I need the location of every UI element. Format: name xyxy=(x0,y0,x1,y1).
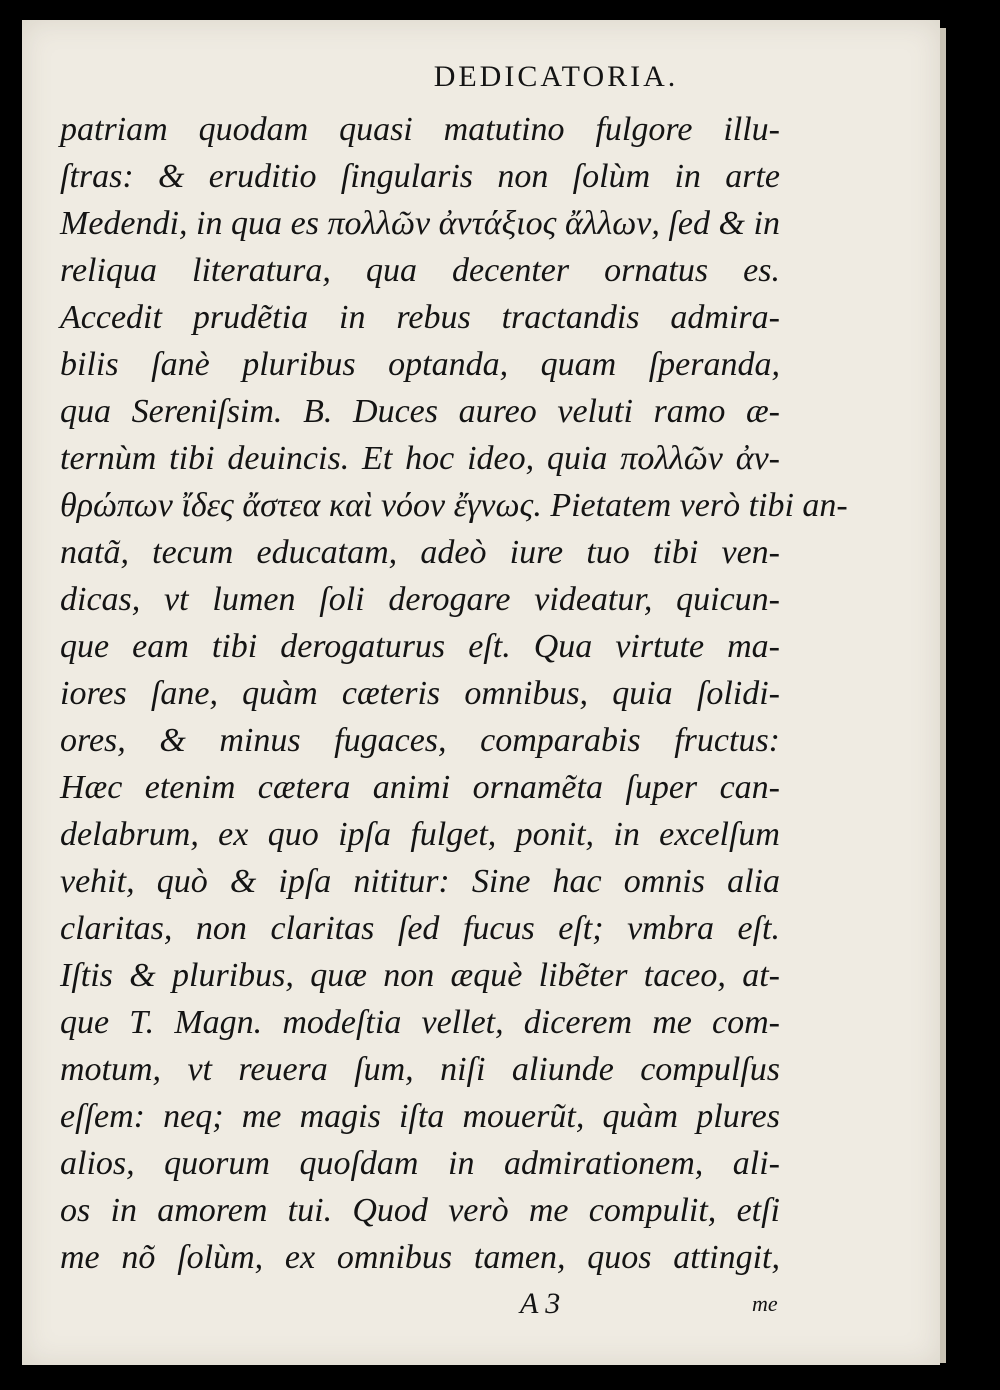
text-line: me nõ ſolùm, ex omnibus tamen, quos attingit, xyxy=(60,1239,780,1276)
text-line: vehit, quò & ipſa nititur: Sine hac omnis alia xyxy=(60,863,780,900)
text-line: dicas, vt lumen ſoli derogare videatur, quicun- xyxy=(60,581,780,618)
text-line: Medendi, in qua es πολλῶν ἀντάξιος ἄλλων, ſed & in xyxy=(60,205,780,242)
text-line: bilis ſanè pluribus optanda, quam ſperanda, xyxy=(60,346,780,383)
text-line: claritas, non claritas ſed fucus eſt; vmbra eſt. xyxy=(60,910,780,947)
text-line: patriam quodam quasi matutino fulgore illu- xyxy=(60,111,780,148)
text-line: ſtras: & eruditio ſingularis non ſolùm in arte xyxy=(60,158,780,195)
running-head: DEDICATORIA. xyxy=(433,60,679,93)
text-line: que eam tibi derogaturus eſt. Qua virtute ma- xyxy=(60,628,780,665)
text-line: ores, & minus fugaces, comparabis fructus: xyxy=(60,722,780,759)
text-line: ternùm tibi deuincis. Et hoc ideo, quia πολλῶν ἀν- xyxy=(60,440,780,477)
text-line: motum, vt reuera ſum, niſi aliunde compulſus xyxy=(60,1051,780,1088)
text-line: θρώπων ἴδες ἄστεα καὶ νόον ἔγνως. Pietatem verò tibi an- xyxy=(60,487,848,524)
page-footer xyxy=(60,1281,978,1331)
text-line: que T. Magn. modeſtia vellet, dicerem me com- xyxy=(60,1004,780,1041)
text-line: Hæc etenim cætera animi ornamẽta ſuper can- xyxy=(60,769,780,806)
text-line: alios, quorum quoſdam in admirationem, ali- xyxy=(60,1145,780,1182)
signature-mark: A 3 xyxy=(520,1287,561,1320)
catchword: me xyxy=(752,1291,778,1316)
text-line: reliqua literatura, qua decenter ornatus es. xyxy=(60,252,780,289)
text-line: os in amorem tui. Quod verò me compulit, etſi xyxy=(60,1192,780,1229)
text-line: iores ſane, quàm cæteris omnibus, quia ſolidi- xyxy=(60,675,780,712)
text-line: eſſem: neq; me magis iſta mouerũt, quàm plures xyxy=(60,1098,780,1135)
text-line: Accedit prudẽtia in rebus tractandis admira- xyxy=(60,299,780,336)
text-line: delabrum, ex quo ipſa fulget, ponit, in excelſum xyxy=(60,816,780,853)
book-page xyxy=(22,20,940,1365)
text-block xyxy=(60,106,848,1331)
text-line: natã, tecum educatam, adeò iure tuo tibi ven- xyxy=(60,534,780,571)
page-edge xyxy=(940,28,946,1363)
text-line: Iſtis & pluribus, quæ non æquè libẽter taceo, at- xyxy=(60,957,780,994)
text-line: qua Sereniſsim. B. Duces aureo veluti ramo æ- xyxy=(60,393,780,430)
